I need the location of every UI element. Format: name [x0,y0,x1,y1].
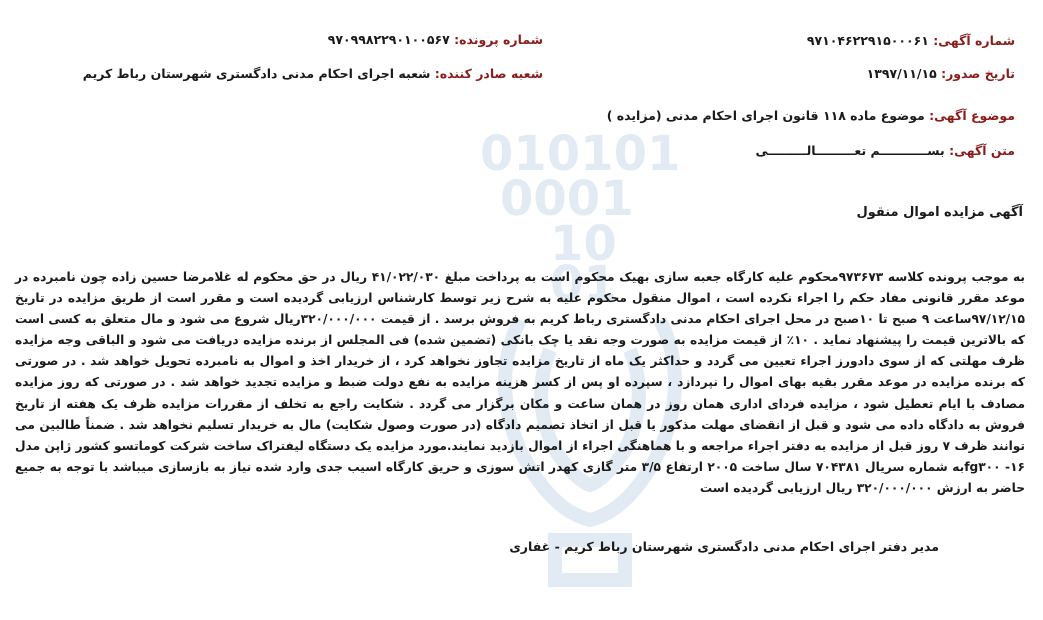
issue-date-row [867,66,1015,82]
watermark-row: 0001 [500,171,634,227]
issue-date-label: تاریخ صدور: [941,66,1015,81]
subject-value: موضوع ماده ۱۱۸ قانون اجرای احکام مدنی (مزایده ) [606,108,925,123]
text-row [755,143,1015,159]
ad-number-label: شماره آگهی: [933,33,1015,48]
watermark-row: 010101 [480,126,681,182]
case-number-label: شماره پرونده: [454,32,543,47]
bismillah: بســـــــــــم تعـــــــــالـــــــــی [755,143,945,158]
notice-body: به موجب پرونده کلاسه ۹۷۳۶۷۳محکوم علیه کارگاه جعبه سازی بهیک محکوم است به پرداخت مبلغ ۴۱/۰۲۲/۰۳۰ ریال در حق محکوم له غلامرضا حسین زاده چون نامبرده در موعد مقرر قانونی مفاد حکم را اجراء نکرده است ، اموال منقول محکوم علیه به شرح زیر توسط کارشناس ارزیابی گردیده است و مقرر است از طریق مزایده در تاریخ ۹۷/۱۲/۱۵ساعت ۹ صبح تا ۱۰صبح در محل اجرای احکام مدنی دادگستری رباط کریم به فروش برسد . از قیمت ۳۲۰/۰۰۰/۰۰۰ریال شروع می شود و مال متعلق به کسی است که بالاترین قیمت را پیشنهاد نماید . ۱۰٪ از قیمت مزایده به صورت وجه نقد یا چک بانکی (تضمین شده) فی المجلس از برنده مزایده دریافت می شود و الباقی وجه مزایده ظرف مهلتی که از سوی دادورز اجراء تعیین می گردد و حداکثر یک ماه از تاریخ مزایده تجاوز نخواهد کرد ، از خریدار اخذ و اموال به نامبرده تحویل خواهد شد . در صورتی که برنده مزایده در موعد مقرر بقیه بهای اموال را نپردازد ، سپرده او پس از کسر هزینه مزایده به نفع دولت ضبط و مزایده تجدید خواهد شد . در صورتی که روز مزایده مصادف با ایام تعطیل شود ، مزایده فردای اداری همان روز در همان ساعت و مکان برگزار می گردد . شکایت راجع به تخلف از مقررات مزایده ظرف یک هفته از تاریخ فروش به دادگاه داده می شود و قبل از انقضای مهلت مذکور یا قبل از اتخاذ تصمیم دادگاه (در صورت وصول شکایت) مال به خریدار تسلیم نخواهد شد . ضمناً طالبین می توانند ظرف ۷ روز قبل از مزایده به دفتر اجراء مراجعه و با هماهنگی اجراء از اموال بازدید نمایند.مورد مزایده یک دستگاه لیفتراک ساخت شرکت کوماتسو کشور ژاپن مدل ۱۶- fg۳۰۰به شماره سریال ۷۰۴۳۸۱ سال ساخت ۲۰۰۵ ارتفاع ۳/۵ متر گازی کهدر اتش سوزی و حریق کارگاه اسیب جدی وارد شده نیاز به بازسازی میباشد با توجه به جمیع حاضر به ارزش ۳۲۰/۰۰۰/۰۰۰ ریال ارزیابی گردیده است [15,270,1025,495]
issuing-branch-row [83,66,543,82]
watermark-row: 10 [550,216,617,272]
signature-line: مدیر دفتر اجرای احکام مدنی دادگستری شهرستان رباط کریم - غفاری [509,539,939,554]
issuing-branch-label: شعبه صادر کننده: [434,66,543,81]
case-number-value: ۹۷۰۹۹۸۲۲۹۰۱۰۰۵۶۷ [327,32,450,47]
text-label: متن آگهی: [949,143,1015,158]
case-number-row [328,32,543,48]
watermark-row: 01 [550,256,617,312]
issue-date-value: ۱۳۹۷/۱۱/۱۵ [866,66,937,81]
notice-title: آگهی مزایده اموال منقول [856,205,1023,220]
ad-number-row [807,33,1015,49]
ad-number-value: ۹۷۱۰۴۶۲۲۹۱۵۰۰۰۶۱ [806,33,929,48]
issuing-branch-value: شعبه اجرای احکام مدنی دادگستری شهرستان رباط کریم [82,66,431,81]
subject-row [607,108,1015,124]
subject-label: موضوع آگهی: [929,108,1015,123]
